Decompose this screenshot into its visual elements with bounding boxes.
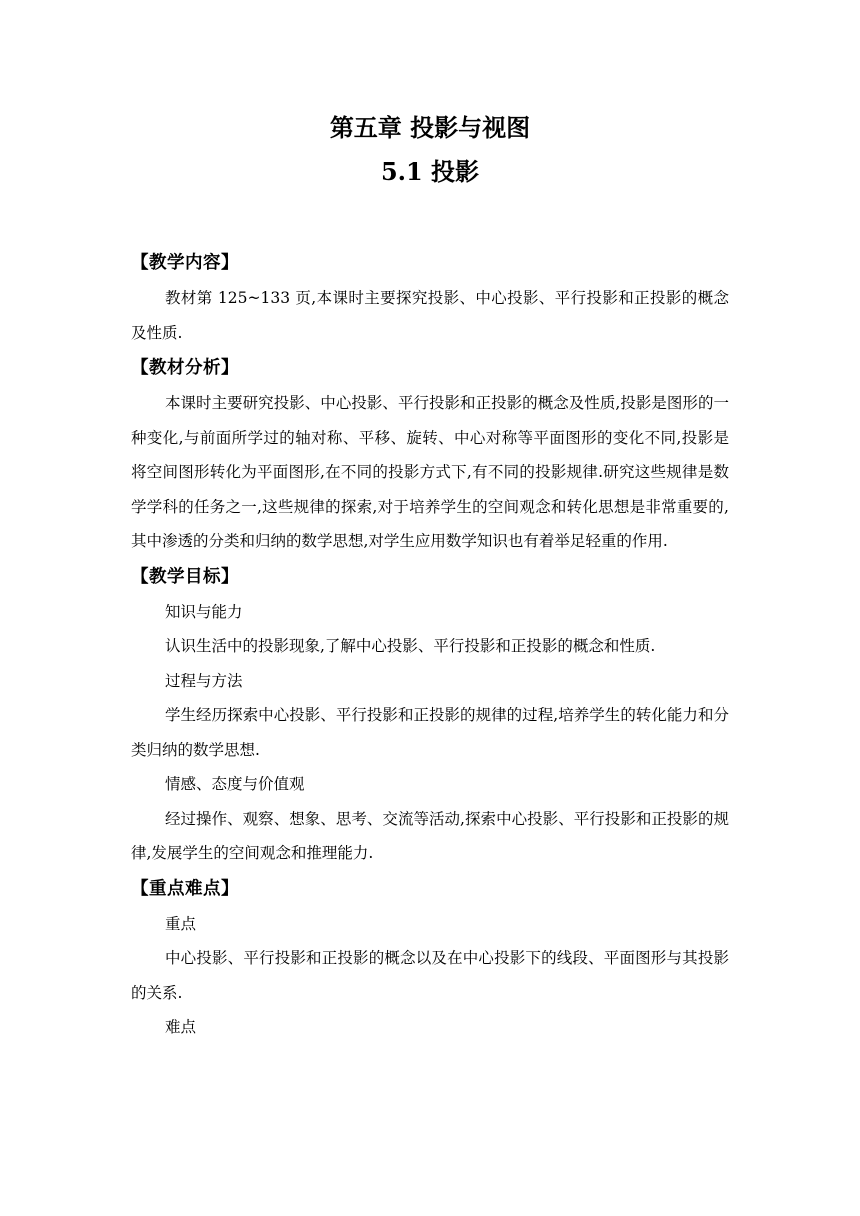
section-material-analysis <box>131 350 729 559</box>
subheading-difficult: 难点 <box>165 1018 197 1036</box>
paragraph: 中心投影、平行投影和正投影的概念以及在中心投影下的线段、平面图形与其投影的关系. <box>131 949 729 1002</box>
section-title: 5.1 投影 <box>380 157 480 186</box>
section-key-points <box>131 871 729 1045</box>
section-heading: 【教材分析】 <box>131 358 239 378</box>
section-heading: 【重点难点】 <box>131 878 239 899</box>
paragraph: 经过操作、观察、想象、思考、交流等活动,探索中心投影、平行投影和正投影的规律,发展学生的空间观念和推理能力. <box>131 809 729 862</box>
section-teaching-content <box>131 245 729 350</box>
subheading-emotion: 情感、态度与价值观 <box>165 775 305 793</box>
paragraph: 本课时主要研究投影、中心投影、平行投影和正投影的概念及性质,投影是图形的一种变化,与前面所学过的轴对称、平移、旋转、中心对称等平面图形的变化不同,投影是将空间图形转化为平面图形,在不同的投影方式下,有不同的投影规律.研究这些规律是数学学科的任务之一,这些规律的探索,对于培养学生的空间观念和转化思想是非常重要的,其中渗透的分类和归纳的数学思想,对学生应用数学知识也有着举足轻重的作用. <box>131 394 729 550</box>
paragraph: 学生经历探索中心投影、平行投影和正投影的规律的过程,培养学生的转化能力和分类归纳的数学思想. <box>131 706 729 759</box>
subheading-key: 重点 <box>165 914 197 933</box>
section-heading: 【教学内容】 <box>131 253 239 273</box>
paragraph: 认识生活中的投影现象,了解中心投影、平行投影和正投影的概念和性质. <box>165 637 656 655</box>
subheading-process: 过程与方法 <box>165 671 243 690</box>
section-teaching-goals <box>131 559 729 871</box>
paragraph: 教材第 125~133 页,本课时主要探究投影、中心投影、平行投影和正投影的概念及性质. <box>131 289 729 342</box>
document-body <box>131 245 729 1045</box>
section-heading: 【教学目标】 <box>131 566 239 587</box>
subheading-knowledge: 知识与能力 <box>165 602 243 621</box>
chapter-title: 第五章 投影与视图 <box>329 113 531 142</box>
